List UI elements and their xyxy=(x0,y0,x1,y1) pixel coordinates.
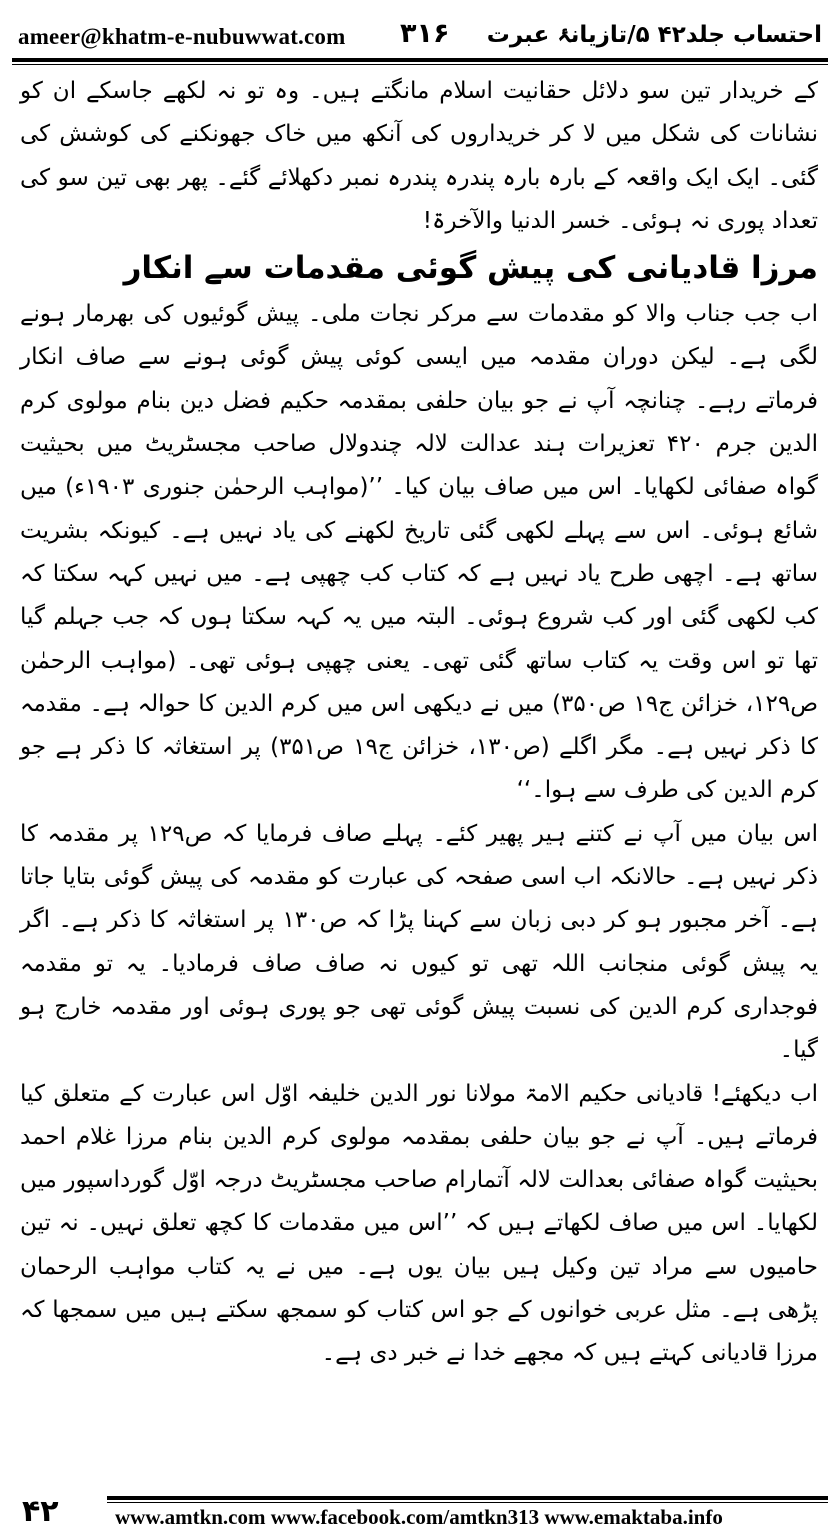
paragraph-2: اب جب جناب والا کو مقدمات سے مرکر نجات ملی۔ پیش گوئیوں کی بھرمار ہونے لگی ہے۔ لیکن دوران مقدمہ میں ایسی کوئی پیش گوئی ہونے سے صاف انکار فرماتے رہے۔ چنانچہ آپ نے جو بیان حلفی بمقدمہ حکیم فضل دین بنام مولوی کرم الدین جرم ۴۲۰ تعزیرات ہند عدالت لالہ چندولال صاحب مجسٹریٹ میں بحیثیت گواہ صفائی لکھایا۔ اس میں صاف بیان کیا۔ ’’(مواہب الرحمٰن جنوری ۱۹۰۳ء) میں شائع ہوئی۔ اس سے پہلے لکھی گئی تاریخ لکھنے کی یاد نہیں ہے۔ کیونکہ بشریت ساتھ ہے۔ اچھی طرح یاد نہیں ہے کہ کتاب کب چھپی ہے۔ میں نہیں کہہ سکتا کہ کب لکھی گئی اور کب شروع ہوئی۔ البتہ میں یہ کہہ سکتا ہوں کہ جب جہلم گیا تھا تو اس وقت یہ کتاب ساتھ گئی تھی۔ یعنی چھپی ہوئی تھی۔ (مواہب الرحمٰن ص۱۲۹، خزائن ج۱۹ ص۳۵۰) میں نے دیکھی اس میں کرم الدین کا حوالہ ہے۔ مقدمہ کا ذکر نہیں ہے۔ مگر اگلے (ص۱۳۰، خزائن ج۱۹ ص۳۵۱) پر استغاثہ کا ذکر ہے جو کرم الدین کی طرف سے ہوا۔‘‘ xyxy=(20,301,818,804)
page-body xyxy=(20,70,818,1376)
header-book-title: احتساب جلد۴۲ ۵/تازیانۂ عبرت xyxy=(486,22,822,48)
header-email: ameer@khatm-e-nubuwwat.com xyxy=(18,24,346,49)
footer-page-number: ۴۲ xyxy=(22,1494,59,1529)
header-rule-thick xyxy=(12,58,828,62)
paragraph-4: اب دیکھئے! قادیانی حکیم الامۃ مولانا نور الدین خلیفہ اوّل اس عبارت کے متعلق کیا فرماتے ہیں۔ آپ نے جو بیان حلفی بمقدمہ مولوی کرم الدین بنام مرزا غلام احمد بحیثیت گواہ صفائی بعدالت لالہ آتمارام صاحب مجسٹریٹ درجہ اوّل گورداسپور میں لکھایا۔ اس میں صاف لکھاتے ہیں کہ ’’اس میں مقدمات کا کچھ تعلق نہیں۔ نہ تین حامیوں سے مراد تین وکیل ہیں بیان یوں ہے۔ میں نے یہ کتاب مواہب الرحمان پڑھی ہے۔ مثل عربی خوانوں کے جو اس کتاب کو سمجھ سکتے ہیں میں سمجھا کہ مرزا قادیانی کہتے ہیں کہ مجھے خدا نے خبر دی ہے۔ xyxy=(20,1080,818,1367)
footer-links: www.amtkn.com www.facebook.com/amtkn313 www.emaktaba.info xyxy=(115,1505,723,1529)
header-rule-thin xyxy=(12,64,828,65)
page-footer xyxy=(12,1494,828,1534)
page-header xyxy=(18,16,822,56)
section-heading: مرزا قادیانی کی پیش گوئی مقدمات سے انکار xyxy=(123,250,818,287)
paragraph-1: کے خریدار تین سو دلائل حقانیت اسلام مانگتے ہیں۔ وہ تو نہ لکھے جاسکے ان کو نشانات کی شکل میں لا کر خریداروں کی آنکھ میں خاک جھونکنے کی کوشش کی گئی۔ ایک ایک واقعہ کے بارہ بارہ پندرہ پندرہ نمبر دکھلائے گئے۔ پھر بھی تین سو کی تعداد پوری نہ ہوئی۔ خسر الدنیا والآخرۃ! xyxy=(20,78,818,234)
footer-rule-thin xyxy=(107,1502,828,1503)
footer-rule-thick xyxy=(107,1496,828,1500)
header-page-number: ۳۱۶ xyxy=(400,18,450,49)
paragraph-3: اس بیان میں آپ نے کتنے ہیر پھیر کئے۔ پہلے صاف فرمایا کہ ص۱۲۹ پر مقدمہ کا ذکر نہیں ہے۔ حالانکہ اب اسی صفحہ کی عبارت کو مقدمہ کی پیش گوئی بتایا جاتا ہے۔ آخر مجبور ہو کر دبی زبان سے کہنا پڑا کہ ص۱۳۰ پر استغاثہ کا ذکر ہے۔ اگر یہ پیش گوئی منجانب اللہ تھی تو کیوں نہ صاف صاف فرمادیا۔ یہ تو مقدمہ فوجداری کرم الدین کی نسبت پیش گوئی تھی جو پوری ہوئی اور مقدمہ خارج ہو گیا۔ xyxy=(20,820,819,1064)
